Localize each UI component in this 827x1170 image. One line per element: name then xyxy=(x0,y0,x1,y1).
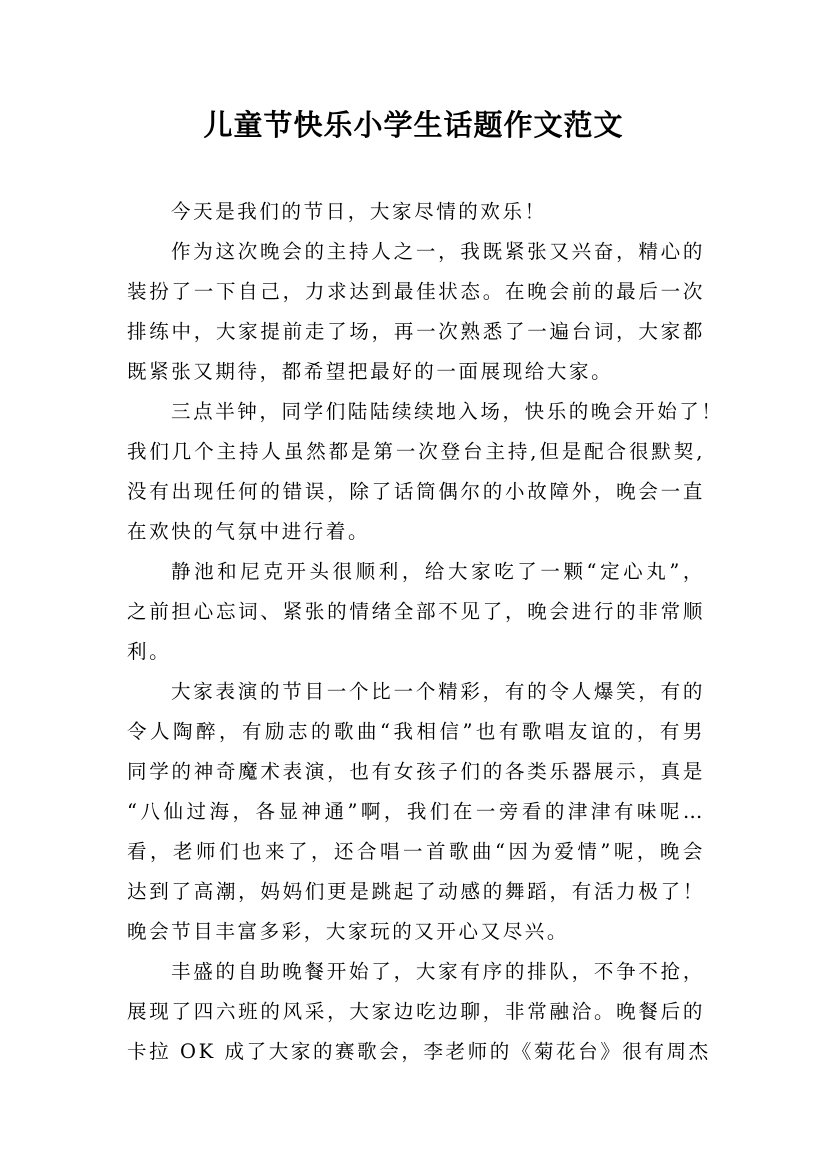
text-line: 今天是我们的节日，大家尽情的欢乐！ xyxy=(171,200,547,223)
text-line: “八仙过海，各显神通”啊，我们在一旁看的津津有味呢… xyxy=(127,800,705,823)
text-line: 装扮了一下自己，力求达到最佳状态。在晚会前的最后一次 xyxy=(127,280,705,303)
text-line: 令人陶醉，有励志的歌曲“我相信”也有歌唱友谊的，有男 xyxy=(127,720,705,743)
text-line: 丰盛的自助晚餐开始了，大家有序的排队，不争不抢， xyxy=(171,960,705,983)
text-line: 展现了四六班的风采，大家边吃边聊，非常融洽。晚餐后的 xyxy=(127,1000,705,1023)
text-line: 晚会节目丰富多彩，大家玩的又开心又尽兴。 xyxy=(127,920,570,943)
text-line: 在欢快的气氛中进行着。 xyxy=(127,520,371,543)
text-line: 卡拉 OK 成了大家的赛歌会，李老师的《菊花台》很有周杰 xyxy=(127,1040,711,1063)
text-line: 没有出现任何的错误，除了话筒偶尔的小故障外，晚会一直 xyxy=(127,480,705,503)
text-line: 大家表演的节目一个比一个精彩，有的令人爆笑，有的 xyxy=(171,680,705,703)
text-line: 达到了高潮，妈妈们更是跳起了动感的舞蹈，有活力极了！ xyxy=(127,880,705,903)
text-line: 我们几个主持人虽然都是第一次登台主持,但是配合很默契, xyxy=(127,440,705,463)
text-line: 利。 xyxy=(127,640,172,663)
document-title: 儿童节快乐小学生话题作文范文 xyxy=(203,108,624,142)
text-line: 看，老师们也来了，还合唱一首歌曲“因为爱情”呢，晚会 xyxy=(127,840,705,863)
text-line: 三点半钟，同学们陆陆续续地入场，快乐的晚会开始了！ xyxy=(171,400,724,423)
text-line: 同学的神奇魔术表演，也有女孩子们的各类乐器展示，真是 xyxy=(127,760,705,783)
text-line: 静池和尼克开头很顺利，给大家吃了一颗“定心丸”， xyxy=(171,560,705,583)
text-line: 作为这次晚会的主持人之一，我既紧张又兴奋，精心的 xyxy=(171,240,705,263)
document-body xyxy=(127,192,724,1072)
text-line: 之前担心忘词、紧张的情绪全部不见了，晚会进行的非常顺 xyxy=(127,600,705,623)
text-line: 既紧张又期待，都希望把最好的一面展现给大家。 xyxy=(127,360,614,383)
text-line: 排练中，大家提前走了场，再一次熟悉了一遍台词，大家都 xyxy=(127,320,705,343)
